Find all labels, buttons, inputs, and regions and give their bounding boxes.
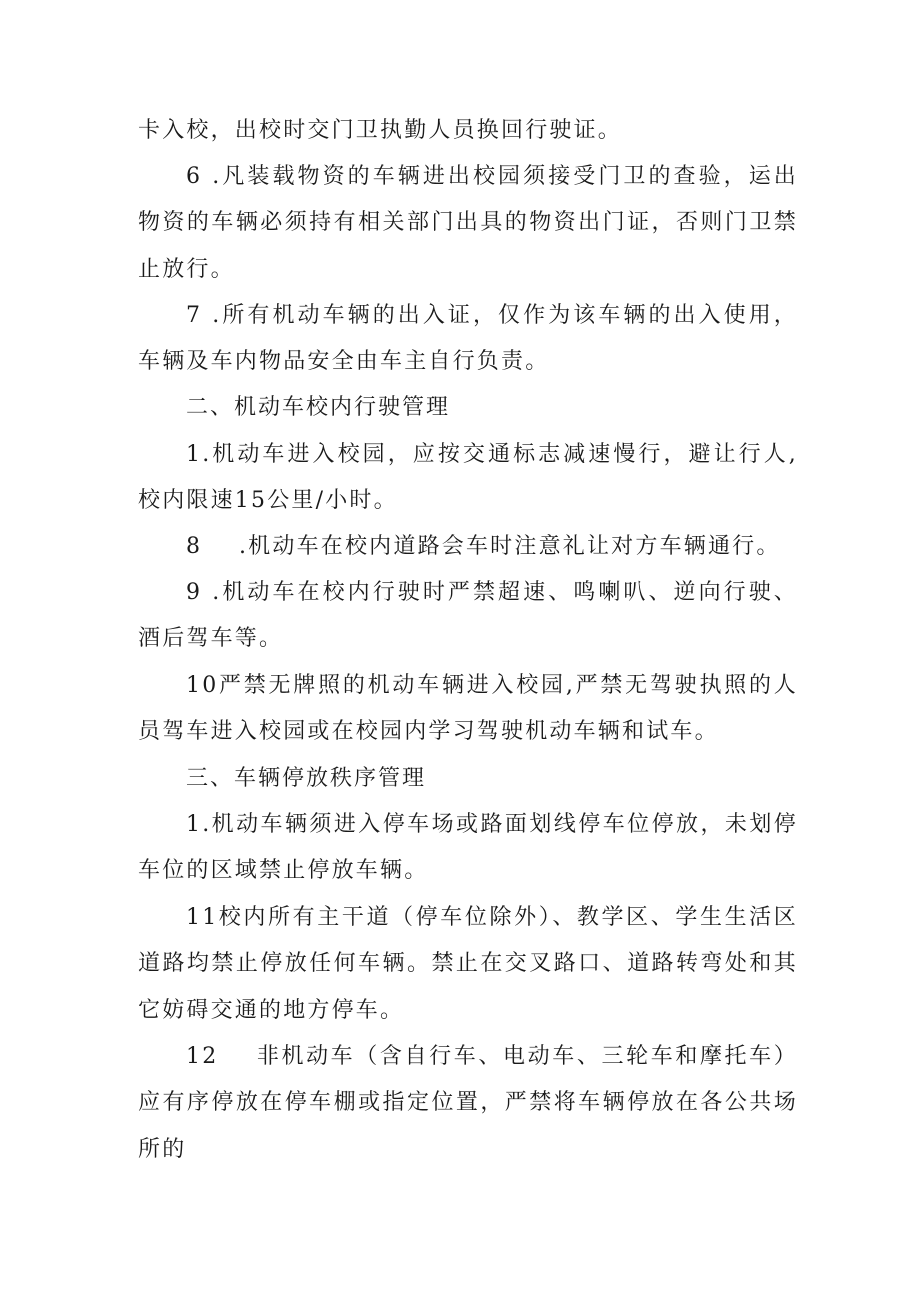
paragraph-item-7: 7 .所有机动车辆的出入证，仅作为该车辆的出入使用，车辆及车内物品安全由车主自行负责。 — [138, 303, 798, 375]
paragraph-speed-limit: 1.机动车进入校园，应按交通标志减速慢行，避让行人,校内限速15公里/小时。 — [138, 442, 798, 514]
paragraph-item-12: 12 非机动车（含自行车、电动车、三轮车和摩托车）应有序停放在停车棚或指定位置，严禁将车辆停放在各公共场所的 — [138, 1044, 798, 1162]
section-heading-3: 三、车辆停放秩序管理 — [186, 766, 427, 791]
paragraph-item-11: 11校内所有主干道（停车位除外）、教学区、学生生活区道路均禁止停放任何车辆。禁止在交叉路口、道路转弯处和其它妨碍交通的地方停车。 — [138, 905, 798, 1023]
paragraph-item-8: 8 .机动车在校内道路会车时注意礼让对方车辆通行。 — [186, 534, 781, 559]
paragraph-continuation: 卡入校，出校时交门卫执勤人员换回行驶证。 — [138, 118, 623, 143]
paragraph-item-9: 9 .机动车在校内行驶时严禁超速、鸣喇叭、逆向行驶、酒后驾车等。 — [138, 580, 798, 652]
paragraph-parking-lot: 1.机动车辆须进入停车场或路面划线停车位停放，未划停车位的区域禁止停放车辆。 — [138, 812, 798, 884]
section-heading-2: 二、机动车校内行驶管理 — [186, 395, 451, 420]
paragraph-item-6: 6 .凡装载物资的车辆进出校园须接受门卫的查验，运出物资的车辆必须持有相关部门出具的物资出门证，否则门卫禁止放行。 — [138, 164, 798, 282]
paragraph-item-10: 10严禁无牌照的机动车辆进入校园,严禁无驾驶执照的人员驾车进入校园或在校园内学习驾驶机动车辆和试车。 — [138, 673, 798, 745]
